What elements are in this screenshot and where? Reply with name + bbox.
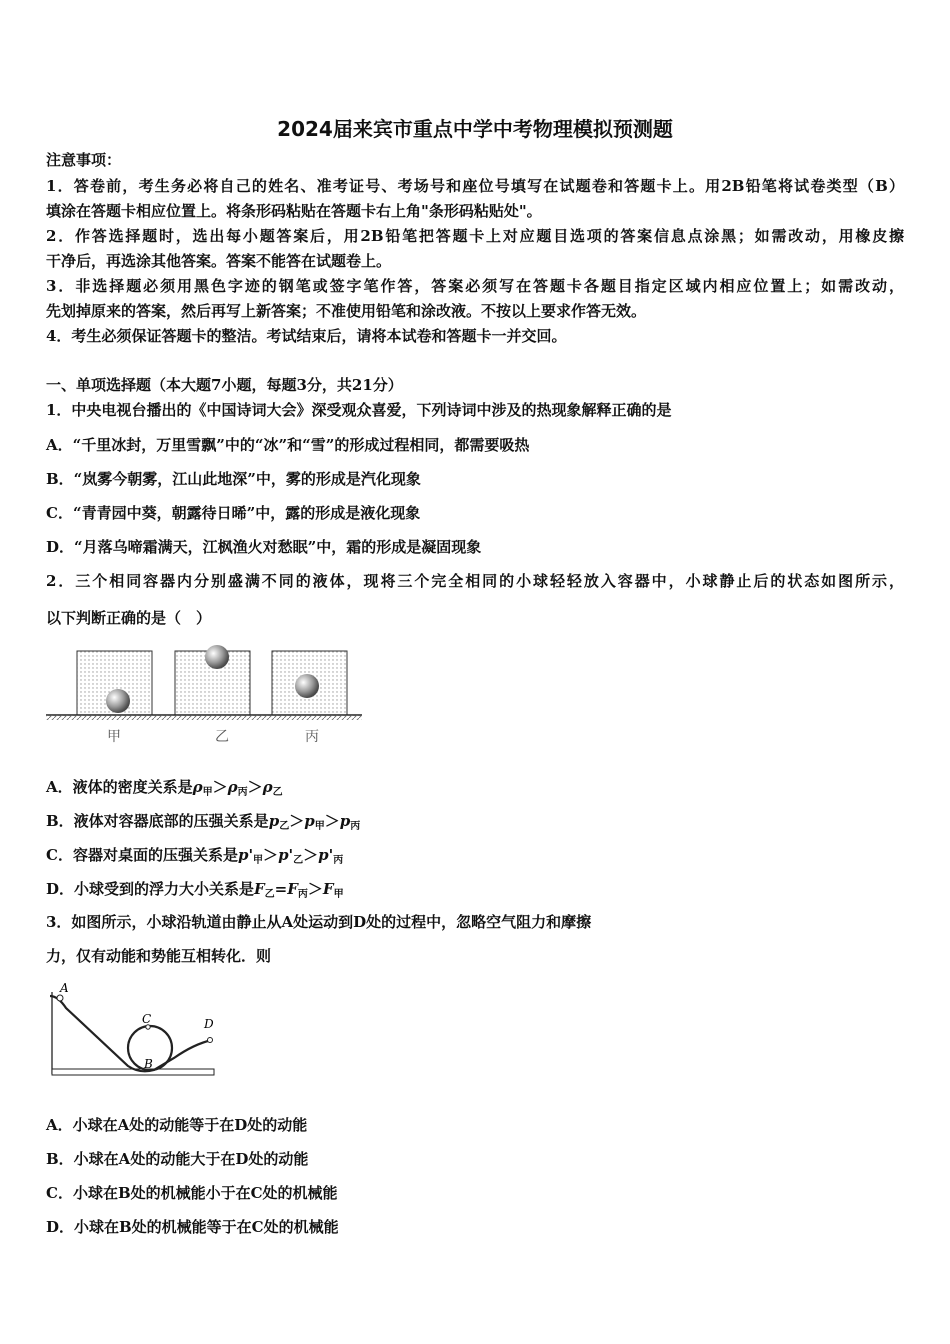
q3-option-d: D．小球在B处的机械能等于在C处的机械能: [46, 1218, 339, 1236]
label-yi: 乙: [215, 729, 229, 745]
q3-option-a: A．小球在A处的动能等于在D处的动能: [46, 1116, 308, 1134]
notice-line: 干净后，再选涂其他答案。答案不能答在试题卷上。: [46, 252, 392, 270]
container-jia: [77, 651, 152, 715]
q1-stem: 1．中央电视台播出的《中国诗词大会》深受观众喜爱，下列诗词中涉及的热现象解释正确的是: [46, 401, 672, 419]
q3-option-b: B．小球在A处的动能大于在D处的动能: [46, 1150, 309, 1168]
notice-line: 3．非选择题必须用黑色字迹的钢笔或签字笔作答，答案必须写在答题卡各题目指定区域内相应位置上；如需改动，: [46, 277, 904, 295]
notice-line: 2．作答选择题时，选出每小题答案后，用2B铅笔把答题卡上对应题目选项的答案信息点涂黑；如需改动，用橡皮擦: [46, 227, 904, 245]
label-jia: 甲: [107, 729, 121, 745]
table-hatch: [46, 715, 362, 720]
q3-stem-2: 力，仅有动能和势能互相转化．则: [46, 947, 272, 965]
q1-option-d: D．“月落乌啼霜满天，江枫渔火对愁眠”中，霜的形成是凝固现象: [46, 538, 482, 556]
ball-bing: [295, 674, 319, 698]
q2-option-a: A．液体的密度关系是$\rho_甲>\rho_丙>\rho_乙$: [46, 778, 283, 798]
q1-option-b: B．“岚雾今朝雾，江山此地深”中，雾的形成是汽化现象: [46, 470, 421, 488]
notice-line: 4．考生必须保证答题卡的整洁。考试结束后，请将本试卷和答题卡一并交回。: [46, 327, 567, 345]
point-d: [208, 1038, 213, 1043]
ball-yi: [205, 645, 229, 669]
q2-stem-2: 以下判断正确的是（ ）: [46, 609, 212, 627]
containers-figure: [44, 643, 364, 749]
notice-line: 填涂在答题卡相应位置上。将条形码粘贴在答题卡右上角"条形码粘贴处"。: [46, 202, 542, 220]
label-bing: 丙: [305, 729, 319, 745]
page-title: 2024届来宾市重点中学中考物理模拟预测题: [277, 117, 673, 141]
container-yi: [175, 645, 250, 715]
label-b: B: [144, 1057, 153, 1071]
q1-option-c: C．“青青园中葵，朝露待日晞”中，露的形成是液化现象: [46, 504, 421, 522]
section-heading: 一、单项选择题（本大题7小题，每题3分，共21分）: [46, 376, 403, 394]
label-a: A: [60, 981, 69, 995]
q1-option-a: A．“千里冰封，万里雪飘”中的“冰”和“雪”的形成过程相同，都需要吸热: [46, 436, 530, 454]
notice-heading: 注意事项：: [46, 151, 122, 169]
label-d: D: [204, 1017, 214, 1031]
ball-a: [57, 995, 63, 1001]
notice-line: 1．答卷前，考生务必将自己的姓名、准考证号、考场号和座位号填写在试题卷和答题卡上。用2B铅笔将试卷类型（B）: [46, 177, 904, 195]
q3-stem: 3．如图所示，小球沿轨道由静止从A处运动到D处的过程中，忽略空气阻力和摩擦: [46, 913, 592, 931]
label-c: C: [142, 1012, 152, 1026]
ball-jia: [106, 689, 130, 713]
container-bing: [272, 651, 347, 715]
track-figure: [44, 978, 219, 1086]
q2-option-d: D．小球受到的浮力大小关系是$F_乙=F_丙>F_甲$: [46, 880, 344, 900]
q2-option-c: C．容器对桌面的压强关系是$p'_甲>p'_乙>p'_丙$: [46, 846, 344, 866]
q2-option-b: B．液体对容器底部的压强关系是$p_乙>p_甲>p_丙$: [46, 812, 361, 832]
q3-option-c: C．小球在B处的机械能小于在C处的机械能: [46, 1184, 338, 1202]
notice-line: 先划掉原来的答案，然后再写上新答案；不准使用铅笔和涂改液。不按以上要求作答无效。: [46, 302, 647, 320]
q2-stem: 2．三个相同容器内分别盛满不同的液体，现将三个完全相同的小球轻轻放入容器中，小球静止后的状态如图所示，: [46, 572, 904, 590]
